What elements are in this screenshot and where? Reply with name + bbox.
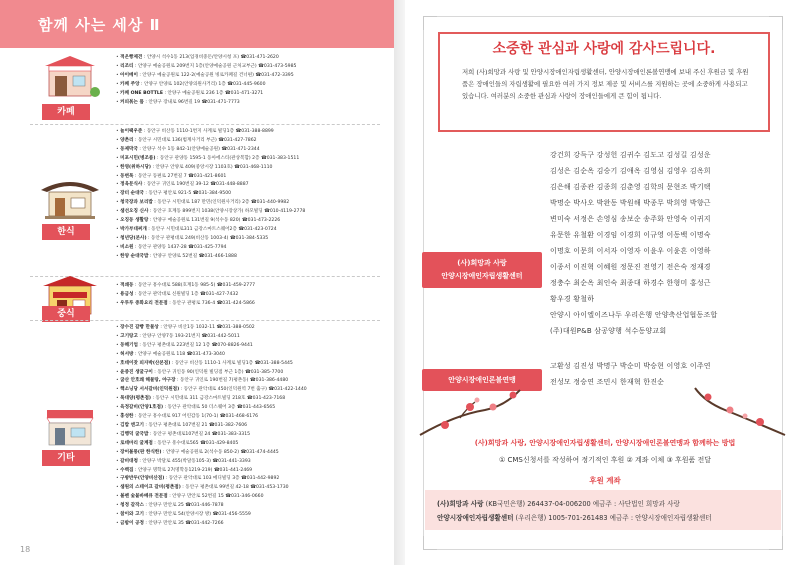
frame-corner bbox=[769, 536, 783, 550]
donor-row: 강건희 강득구 강성헌 김귀수 김도고 김성길 김성운 bbox=[550, 151, 711, 159]
list-item: • 박가부대찌개 : 동안구 시민대로311 금강스마트스퀘어2층 ☎031-423-0724 bbox=[116, 226, 388, 235]
group-label-independent-living: (사)희망과 사랑 안양시장애인자립생활센터 bbox=[422, 252, 542, 288]
sponsor-methods: ① CMS신청서를 작성하여 정기적인 후원 ② 계좌 이체 ③ 후원품 전달 bbox=[499, 456, 711, 464]
list-item: • 홍성한 : 동안구 흥수대로 917 어린감동 1(70-1) ☎031-468-6176 bbox=[116, 413, 388, 422]
shop-icon bbox=[35, 400, 105, 450]
list-item: • 수백집 : 안양구 명학로 27(명학동1219-219) ☎031-441-2469 bbox=[116, 467, 388, 476]
thanks-box bbox=[438, 32, 770, 132]
list-item: • 리조티 : 안양구 예술공원로 209번지 1층(안양예술공원 근처교부근) ☎031-473-5985 bbox=[116, 63, 388, 72]
donor-row: 이종서 이진혁 이혜원 정문진 전영기 전은숙 정재경 bbox=[550, 263, 711, 271]
thanks-title: 소중한 관심과 사랑에 감사드립니다. bbox=[492, 41, 716, 57]
list-item: • 금밤이 공정 : 안양구 만안로 35 ☎031-442-7266 bbox=[116, 520, 388, 529]
korean-list bbox=[116, 128, 388, 262]
account-row: (사)희망과 사랑 (KB국민은행) 264437-04-006200 예금주 : 사단법인 희망과 사랑 bbox=[437, 500, 680, 508]
list-item: • 참이와 고기 : 안양구 만안로 54(안양시장 방) ☎031-456-5559 bbox=[116, 511, 388, 520]
blossom-branch-icon bbox=[690, 380, 790, 440]
list-item: • 로데마리 굴계점 : 동안구 흥수대로565 ☎031-429-8405 bbox=[116, 440, 388, 449]
donor-row: (주)대원P&B 삼공양행 석수동양교회 bbox=[550, 327, 667, 335]
category-label: 기타 bbox=[42, 450, 90, 466]
left-page bbox=[0, 0, 395, 565]
list-item: • 적쇄동 : 동안구 흥수대로 588(호계1동 985-5) ☎031-459-2777 bbox=[116, 282, 388, 291]
donor-row: 정충수 최순옥 최인숙 최종대 하경수 한형미 홍성근 bbox=[550, 279, 711, 287]
list-item: • 양촌리 : 동안구 시민대로 136(범계사거리 부근) ☎031-427-7862 bbox=[116, 137, 388, 146]
list-item: • 김밥 앤고기 : 동안구 평촌대로 107번길 21 ☎031-382-7606 bbox=[116, 422, 388, 431]
list-item: • 용금성 : 동안구 관악대로 신원빌딩 1층 ☎031-427-7432 bbox=[116, 291, 388, 300]
category-korean bbox=[30, 172, 110, 237]
category-label: 한식 bbox=[42, 224, 90, 240]
donor-row: 안양시 아이엘이즈나두 우리은행 안양축산업협동조합 bbox=[550, 311, 718, 319]
thanks-body: 저희 (사)희망과 사랑 및 안양시장애인자립생활센터, 안양시장애인론볼연맹에 보내 주신 후원금 및 후원품은 장애인들의 자립생활에 필요한 여러 가지 정보 제공 및 서비스를 지원하는 곳에 소중하게 사용되고 있습니다. 여러분의 소중한 관심과 사랑이 장애인들에게 큰 힘이 됩니다. bbox=[462, 68, 749, 100]
right-page bbox=[405, 0, 800, 565]
blossom-branch-icon bbox=[415, 380, 525, 440]
section-title: 함께 사는 세상 Ⅱ bbox=[38, 16, 161, 34]
category-etc bbox=[30, 400, 110, 463]
donor-row: 이명호 이문희 이서자 이영자 이윤우 이윤흔 이영하 bbox=[550, 247, 711, 255]
divider bbox=[30, 124, 380, 125]
list-item: • 구방반두(안양비산점) : 동안구 관악대로 103 메디빌딩 3층 ☎031-442-9892 bbox=[116, 475, 388, 484]
account-title: 후원 계좌 bbox=[589, 476, 621, 485]
cafe-list bbox=[116, 54, 388, 107]
list-item: • 커피볶는 틈 : 안양구 장내로 96번길 19 ☎031-471-7773 bbox=[116, 99, 388, 108]
list-item: • 놀이팩우준 : 동안구 비산동 1110-1번지 사계로 빌딩1층 ☎031-388-8899 bbox=[116, 128, 388, 137]
list-item: • 윤중진 생굴구이 : 동안구 귀인동 90(인덕원 빌딩점 부근 1층) ☎031-385-7700 bbox=[116, 369, 388, 378]
list-item: • 샘선오징 신사 : 동안구 호계동 899번지 1038(안양시장상가) 하모빌딩 ☎010-4119-2778 bbox=[116, 208, 388, 217]
list-item: • 호데이잣 피자박(산본점) : 동안구 비산동 1110-1 사계로 빌딩1층 ☎031-388-5445 bbox=[116, 360, 388, 369]
list-item: • 육정갈비(안양1호점) : 동안구 관악대로 50 더스퀘어 3층 ☎031-443-6565 bbox=[116, 404, 388, 413]
list-item: • 동제막국 : 안양구 석수 1동 842-1(안양예술공원) ☎031-471-2344 bbox=[116, 146, 388, 155]
account-box bbox=[425, 490, 781, 530]
donor-row: 김은해 김종관 김종희 김춘영 김학의 문현조 박기택 bbox=[550, 183, 711, 191]
list-item: • 적온빵제견 : 안양시 석수1동 213(업경비중돈/안양시청 포) ☎031-471-2620 bbox=[116, 54, 388, 63]
list-item: • 카페 주앙 : 안양구 안양로 102(안양의원사거리) 1층 ☎031-445-9600 bbox=[116, 81, 388, 90]
list-item: • 한영(위하시당) : 안양구 안양로 409(중앙시장 1103호) ☎031-468-1110 bbox=[116, 164, 388, 173]
list-item: • 청년당(본사) : 동안구 관평대로 249(비산동 1003-4) ☎031-384-5335 bbox=[116, 235, 388, 244]
list-item: • 허서방 : 안양구 예술공원로 118 ☎031-473-3040 bbox=[116, 351, 388, 360]
list-item: • 목대양(평촌점) : 동안구 시민대로 311 금강스마트빌딩 218호 ☎031-423-7168 bbox=[116, 395, 388, 404]
frame-corner bbox=[423, 16, 437, 30]
donor-row: 김성은 김순옥 김승기 김애옥 김영심 김영우 김옥희 bbox=[550, 167, 711, 175]
donor-row: 고환성 김진성 박명구 박순미 박승현 이영호 이주연 bbox=[550, 362, 711, 370]
category-label: 카페 bbox=[42, 104, 90, 120]
list-item: • 청정 갈작스 : 안양구 만안로 25 ☎031-446-7878 bbox=[116, 502, 388, 511]
list-item: • 우투루 중화요리 전문점 : 동안구 관평로 736-4 ☎031-424-5866 bbox=[116, 300, 388, 309]
section-header bbox=[0, 0, 395, 48]
category-cafe bbox=[30, 52, 110, 117]
list-item: • 청국장과 보리밥 : 동안구 시민대로 187 만민(인덕원사거리) 2층 ☎031-440-9982 bbox=[116, 199, 388, 208]
list-item: • 핵소닝당 서서갈비(인덕원점) : 동안구 관악대로 450(인덕원역 7번 출구) ☎031-422-1440 bbox=[116, 386, 388, 395]
account-row: 안양시장애인자립생활센터 (우리은행) 1005-701-261483 예금주 : 안양시장애인자립생활센터 bbox=[437, 514, 712, 522]
list-item: • 굽산 안호쾌 해물랑, 야구장 : 동안구 귀인로 190번길 7(평촌동) ☎031-386-4480 bbox=[116, 377, 388, 386]
list-item: • 김행덕 굴국밥 : 동안구 평촌대로107번길 24 ☎031-383-3315 bbox=[116, 431, 388, 440]
donor-row: 황우경 황철하 bbox=[550, 295, 595, 303]
donor-row: 전성모 정승연 조민시 한재혁 한진순 bbox=[550, 378, 665, 386]
list-item: • 갈비대청 : 안양구 박달로 455(박달동105-3) ☎031-441-3393 bbox=[116, 458, 388, 467]
list-item: • 샘원의 스테이크 갈비(평촌점) : 동안구 평촌대로 99번길 42-18 ☎031-453-1730 bbox=[116, 484, 388, 493]
donor-row: 박명순 박사오 박완동 박원해 박종무 박희영 박향근 bbox=[550, 199, 711, 207]
list-item: • 고기랑고 : 안양구 안양7동 193-21번지 ☎031-442-5011 bbox=[116, 333, 388, 342]
category-label: 중식 bbox=[42, 306, 90, 322]
list-item: • 비소원 : 동안구 관양동 1437-28 ☎031-425-7794 bbox=[116, 244, 388, 253]
list-item: • 볼펜 숯불바베큐 전문점 : 안양구 만안로 52번길 15 ☎031-346-0660 bbox=[116, 493, 388, 502]
donor-row: 유문한 유철환 이경임 이경희 이규영 이동백 이명숙 bbox=[550, 231, 711, 239]
frame-corner bbox=[769, 16, 783, 30]
cafe-shop-icon bbox=[35, 52, 105, 102]
list-item: • 카페 ONE BOTTLE : 안양구 예술공원로 236 1층 ☎031-471-3271 bbox=[116, 90, 388, 99]
list-item: • 동변목 : 동안구 동편로 27번길 7 ☎031-421-8601 bbox=[116, 173, 388, 182]
frame-corner bbox=[423, 536, 437, 550]
page-number: 18 bbox=[20, 545, 31, 554]
sponsor-method-title: (사)희망과 사랑, 안양시장애인자립생활센터, 안양시장애인론볼연맹과 함께하는 방법 bbox=[474, 439, 736, 447]
list-item: • 오징동 생활랑 : 안양구 예술공원로 131번길 9(석수동 820) ☎031-473-2226 bbox=[116, 217, 388, 226]
list-item: • 장수진 갈빵 만물상 : 안양구 비산1동 1032-11 ☎031-388-0502 bbox=[116, 324, 388, 333]
korean-house-icon bbox=[35, 172, 105, 222]
donor-row: 변미숙 서정은 손영심 송보순 송주화 안영숙 이귀지 bbox=[550, 215, 711, 223]
list-item: • 장어볼통(판 한식한) : 안양구 예술공원로 2(석수동 850-2) ☎031-474-4445 bbox=[116, 449, 388, 458]
list-item: • 동해기업 : 동안구 평촌대로 223번길 12 1층 ☎070-8826-9441 bbox=[116, 342, 388, 351]
list-item: • 미포시민(병조름) : 동안구 관양동 1595-1 동아에스티(관상복합) 2층 ☎031-383-1511 bbox=[116, 155, 388, 164]
group-label-lawn-bowls: 안양시장애인론볼연맹 bbox=[422, 369, 542, 391]
list-item: • 정육문식사 : 동안구 귀인로 190번길 39-12 ☎031-448-8887 bbox=[116, 181, 388, 190]
etc-list bbox=[116, 324, 388, 529]
divider bbox=[30, 320, 380, 321]
category-chinese bbox=[30, 270, 110, 320]
list-item: • 한양 순대국밥 : 안양구 안양로 52번길 ☎031-466-1888 bbox=[116, 253, 388, 262]
donor-grid-1 bbox=[550, 147, 770, 339]
chinese-list bbox=[116, 282, 388, 309]
list-item: • 장터 순대국 : 동안구 평안로 921-5 ☎031-384-9500 bbox=[116, 190, 388, 199]
list-item: • 아이메이 : 안양구 예술공원로 122-2(예술공원 빙로카페길 건너편) ☎031-472-3395 bbox=[116, 72, 388, 81]
